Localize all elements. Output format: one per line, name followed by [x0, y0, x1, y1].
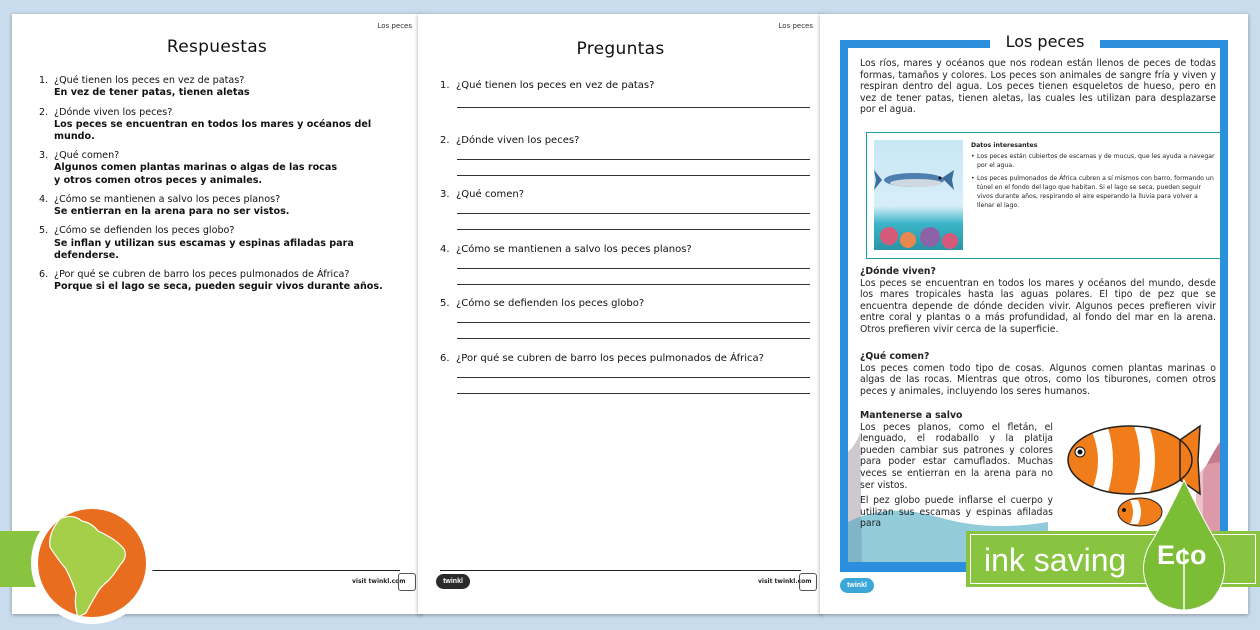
answer-text-continued: y otros comen otros peces y animales. [54, 174, 263, 186]
question-text: ¿Por qué se cubren de barro los peces pulmonados de África? [54, 269, 350, 281]
answer-item [39, 269, 409, 293]
section-text: Los peces planos, como el fletán, el lenguado, el rodaballo y la platija pueden cambiar sus patrones y colores para poder estar camuflados. Muchas veces se entierran en la arena para no ser vistos. [860, 421, 1053, 491]
question-text: ¿Cómo se defienden los peces globo? [456, 298, 645, 309]
answer-text: Se inflan y utilizan sus escamas y espinas afiladas para defenderse. [54, 237, 354, 261]
eco-label: Eco [1157, 540, 1207, 570]
section-heading: Mantenerse a salvo [860, 410, 963, 421]
question-item [440, 80, 810, 135]
publisher-logo-icon [398, 573, 416, 591]
page-title: Preguntas [576, 39, 665, 59]
answer-item [39, 194, 409, 218]
item-number: 5. [440, 298, 450, 309]
question-item [440, 189, 810, 244]
item-number: 1. [440, 80, 450, 91]
item-number: 2. [39, 106, 49, 118]
question-text: ¿Cómo se mantienen a salvo los peces planos? [54, 193, 281, 205]
item-number: 3. [39, 150, 49, 162]
facts-title: Datos interesantes [971, 142, 1038, 149]
running-head: Los peces [778, 22, 813, 30]
publisher-logo-icon [799, 573, 817, 591]
page-title: Respuestas [166, 37, 268, 57]
section-eat [860, 351, 1216, 397]
question-text: ¿Cómo se mantienen a salvo los peces planos? [456, 243, 692, 255]
answer-item [39, 75, 409, 99]
answer-line[interactable] [457, 229, 810, 230]
item-number: 6. [39, 269, 49, 281]
footer-rule [440, 570, 801, 571]
question-text: ¿Qué tienen los peces en vez de patas? [54, 75, 245, 86]
section-text: Los peces se encuentran en todos los mares y océanos del mundo, desde los mares tropicales hasta las aguas polares. El tipo de pez que se encuentra depende de dónde deciden vivir. Algunos peces prefieren vivir entre coral y plantas o a más profundidad, al fondo del mar en la arena. Otros prefieren vivir cerca de la superficie. [860, 277, 1216, 335]
section-where [860, 266, 1216, 336]
item-number: 4. [39, 193, 49, 205]
question-text: ¿Qué comen? [456, 189, 525, 200]
twinkl-logo: twinkl [436, 574, 470, 589]
ink-saving-label: ink saving [984, 542, 1127, 578]
fact-item: • Los peces están cubiertos de escamas y de mucus, que les ayuda a navegar por el agua. [971, 152, 1215, 170]
answer-text: Algunos comen plantas marinas o algas de las rocas [54, 162, 338, 174]
footer-link[interactable]: visit twinkl.com [352, 578, 406, 585]
answer-text: Se entierran en la arena para no ser vistos. [54, 206, 290, 218]
answer-line[interactable] [457, 268, 810, 269]
answer-item [39, 150, 409, 187]
question-text: ¿Cómo se defienden los peces globo? [54, 225, 235, 237]
south-america-emblem [31, 502, 153, 624]
tuna-icon [874, 140, 963, 250]
answer-line[interactable] [457, 284, 810, 285]
section-text: Los peces comen todo tipo de cosas. Algunos comen plantas marinas o algas de las rocas. Mientras que otros, como los tiburones, comen otros peces y animales, incluyendo los seres humanos. [860, 362, 1216, 397]
tuna-coral-illustration [874, 140, 963, 250]
item-number: 1. [39, 75, 49, 86]
emblem-inner [38, 509, 146, 617]
question-text: ¿Qué tienen los peces en vez de patas? [456, 80, 655, 91]
section-safe [860, 410, 1053, 530]
running-head: Los peces [377, 22, 412, 30]
fact-item: • Los peces pulmonados de África cubren a sí mismos con barro, formando un túnel en el fondo del lago que habitan. Si el lago se seca, pueden seguir vivos durante años, respirando el aire esperando la lluvia para volver a llenar el lago. [971, 174, 1215, 211]
question-text: ¿Dónde viven los peces? [456, 134, 580, 146]
item-number: 3. [440, 189, 450, 200]
item-number: 4. [440, 243, 450, 255]
answer-text: Porque si el lago se seca, pueden seguir vivos durante años. [54, 281, 383, 293]
footer-link[interactable]: visit twinkl.com [758, 578, 812, 585]
questions-worksheet-page [418, 14, 823, 614]
answer-item [39, 107, 409, 144]
answer-item [39, 225, 409, 262]
question-item [440, 298, 810, 353]
answer-line[interactable] [457, 175, 810, 176]
question-item [440, 353, 810, 408]
answer-line[interactable] [457, 322, 810, 323]
question-item [440, 135, 810, 190]
question-text: ¿Dónde viven los peces? [54, 106, 173, 118]
section-heading: ¿Dónde viven? [860, 266, 936, 277]
answer-line[interactable] [457, 377, 810, 378]
item-number: 6. [440, 352, 450, 364]
answer-line[interactable] [457, 213, 810, 214]
question-list [440, 80, 810, 407]
question-text: ¿Qué comen? [54, 150, 120, 162]
twinkl-logo: twinkl [840, 578, 874, 593]
answer-text: En vez de tener patas, tienen aletas [54, 87, 250, 99]
question-item [440, 244, 810, 299]
south-america-map-icon [38, 509, 146, 617]
page-title: Los peces [990, 31, 1100, 53]
item-number: 5. [39, 225, 49, 237]
answer-line[interactable] [457, 107, 810, 108]
facts-text [971, 141, 1215, 213]
answer-line[interactable] [457, 159, 810, 160]
section-heading: ¿Qué comen? [860, 351, 930, 362]
section-text: El pez globo puede inflarse el cuerpo y utilizan sus escamas y espinas afiladas para [860, 495, 1053, 530]
item-number: 2. [440, 134, 450, 146]
answer-list [39, 75, 409, 301]
question-text: ¿Por qué se cubren de barro los peces pulmonados de África? [456, 352, 764, 364]
facts-box [866, 132, 1222, 259]
answer-text: Los peces se encuentran en todos los mares y océanos del mundo. [54, 118, 372, 142]
answer-line[interactable] [457, 338, 810, 339]
intro-paragraph: Los ríos, mares y océanos que nos rodean están llenos de peces de todas formas, tamaños y colores. Los peces son animales de sangre fría y viven y respiran dentro del agua. Los peces tienen esqueletos de hueso, pero en vez de tener patas, tienen aletas, las cuales les utilizan para desplazarse por el agua. [860, 58, 1216, 116]
answer-line[interactable] [457, 393, 810, 394]
